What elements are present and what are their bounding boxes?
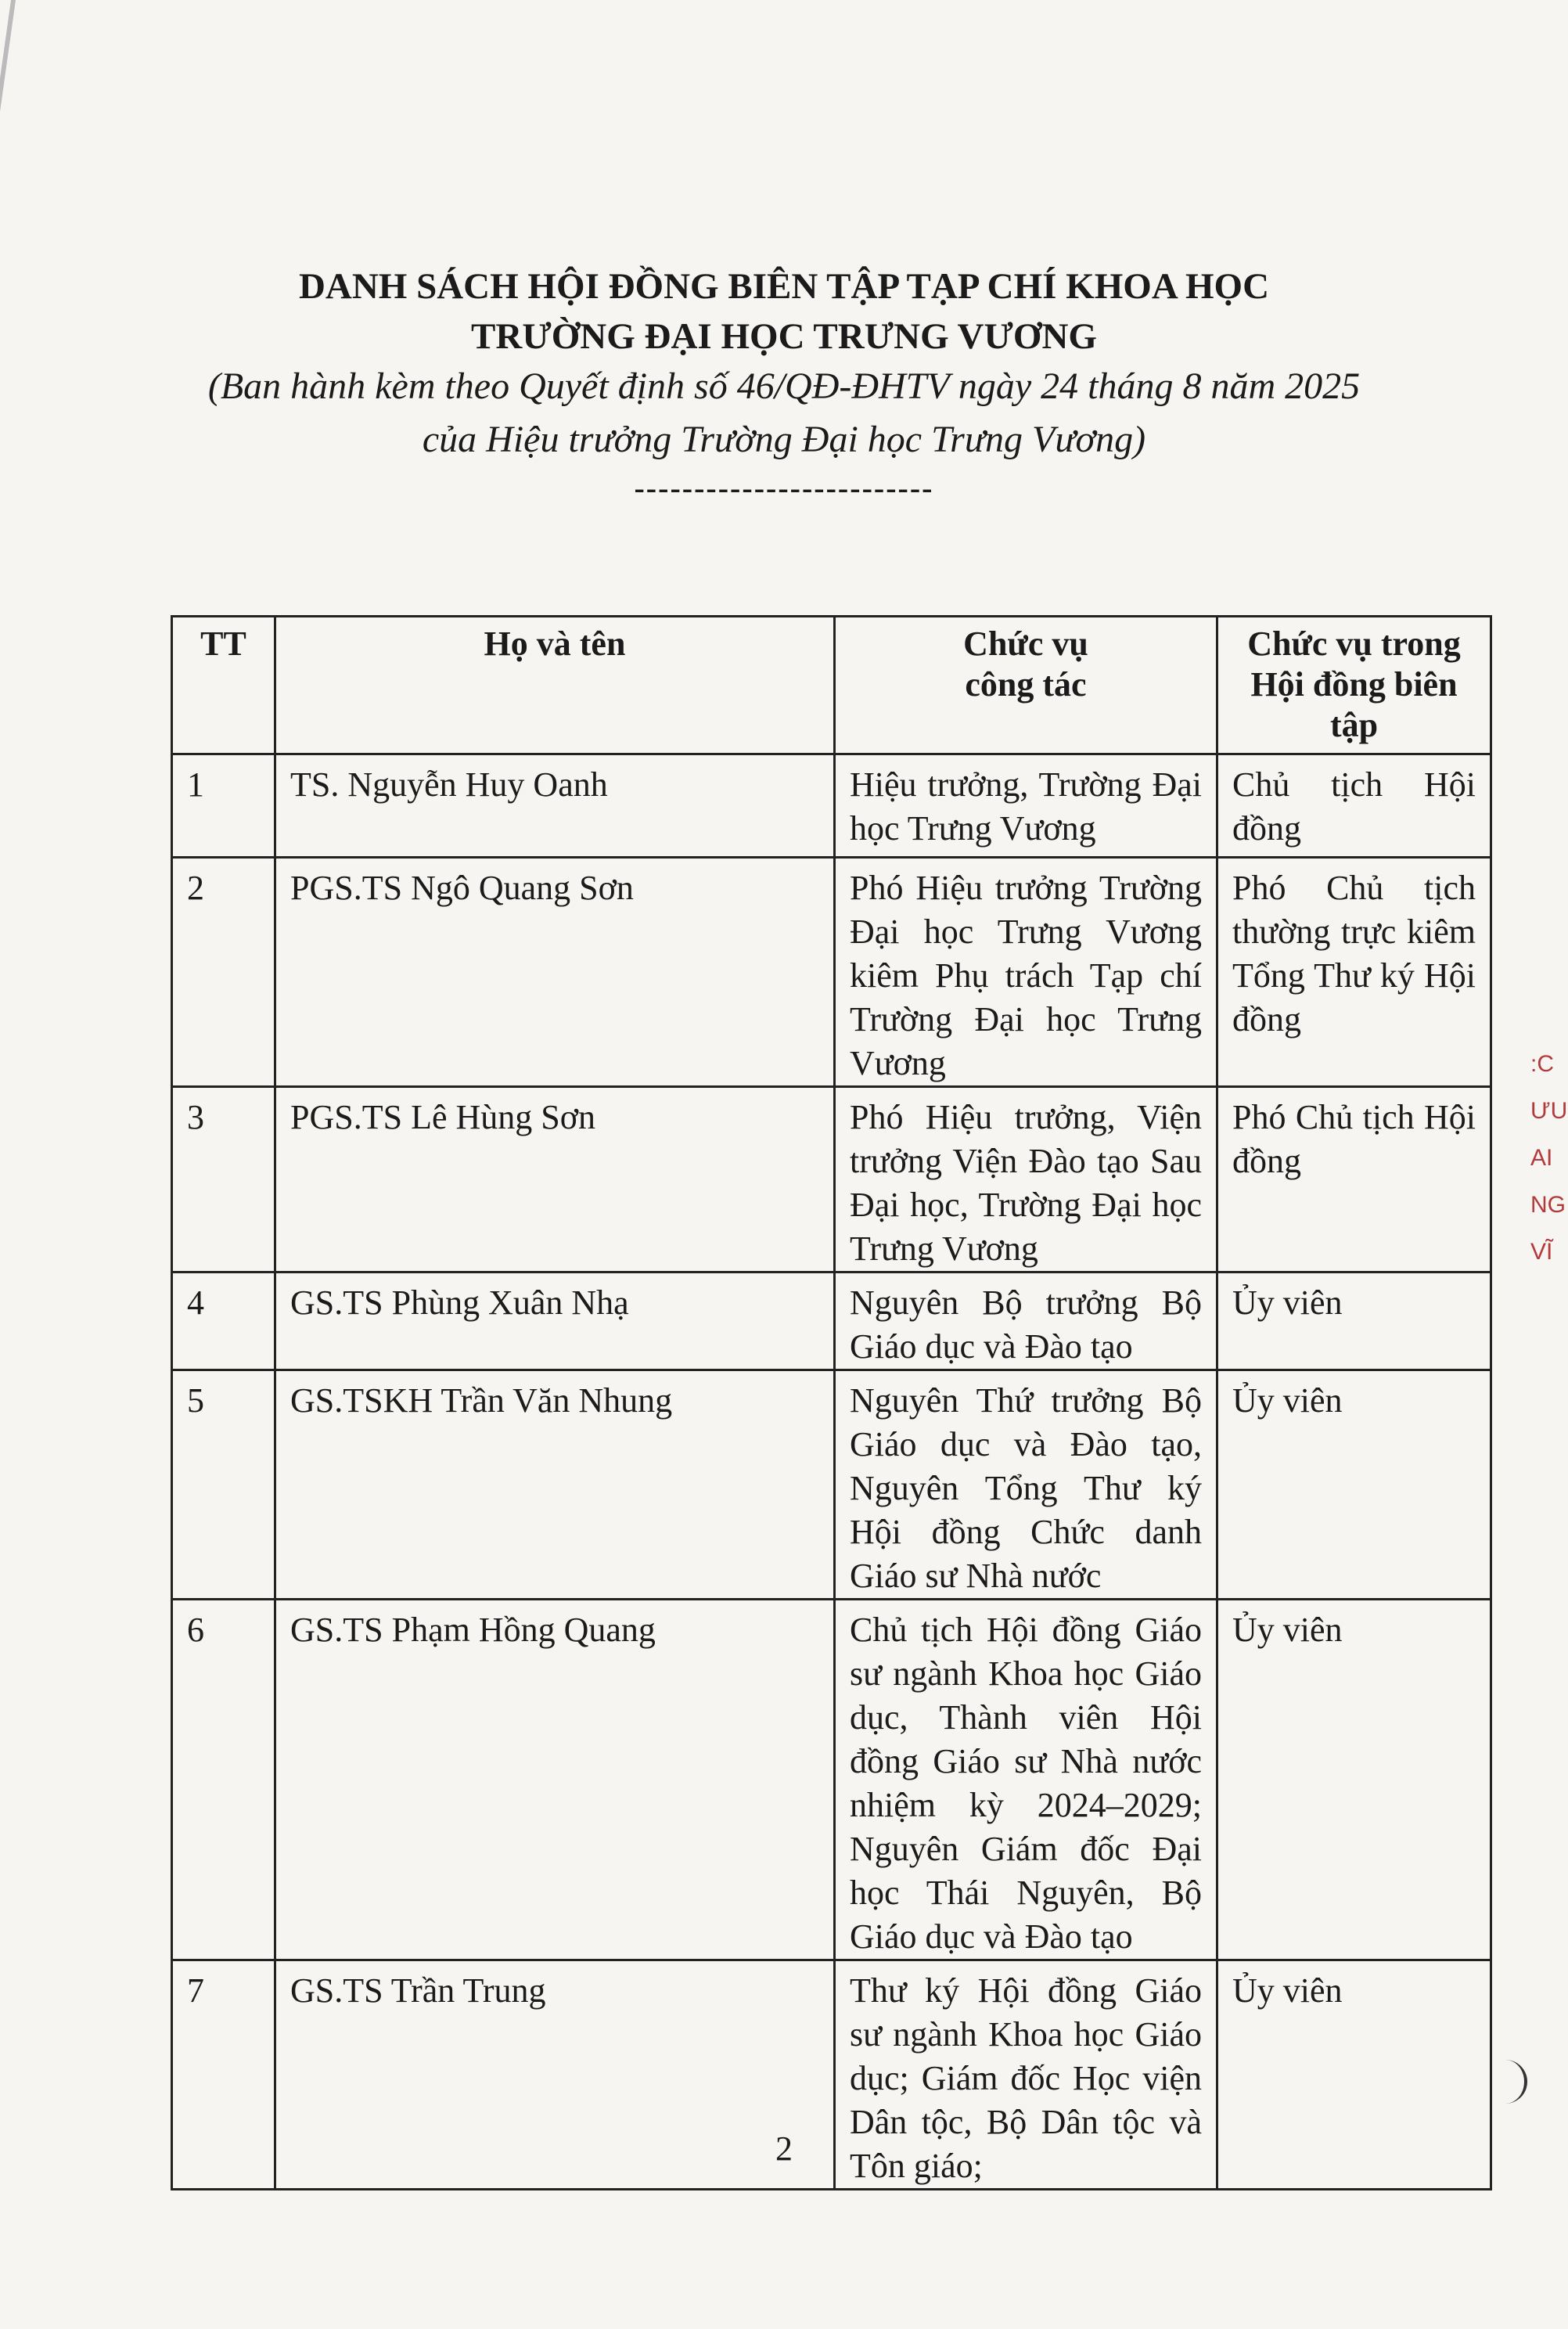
- document-title-line-1: DANH SÁCH HỘI ĐỒNG BIÊN TẬP TẠP CHÍ KHOA HỌC: [298, 266, 1270, 307]
- row-tt: 2: [172, 858, 275, 1087]
- row-role: Ủy viên: [1217, 1600, 1491, 1960]
- row-tt: 6: [172, 1600, 275, 1960]
- row-position: Hiệu trưởng, Trường Đại học Trưng Vương: [835, 754, 1217, 858]
- row-role: Ủy viên: [1217, 1370, 1491, 1600]
- row-role: Ủy viên: [1217, 1960, 1491, 2190]
- row-name: GS.TS Phạm Hồng Quang: [275, 1600, 835, 1960]
- row-position: Chủ tịch Hội đồng Giáo sư ngành Khoa học Giáo dục, Thành viên Hội đồng Giáo sư Nhà nước nhiệm kỳ 2024–2029; Nguyên Giám đốc Đại học Thái Nguyên, Bộ Giáo dục và Đào tạo: [835, 1600, 1217, 1960]
- table-header-row: [172, 617, 1491, 754]
- row-tt: 3: [172, 1087, 275, 1272]
- header-role-line: tập: [1329, 706, 1379, 744]
- row-position: Phó Hiệu trưởng Trường Đại học Trưng Vương kiêm Phụ trách Tạp chí Trường Đại học Trưng Vương: [835, 858, 1217, 1087]
- row-tt: 1: [172, 754, 275, 858]
- row-tt: 7: [172, 1960, 275, 2190]
- table-row: [172, 754, 1491, 858]
- table-row: [172, 1600, 1491, 1960]
- editorial-board-table: [171, 615, 1492, 2190]
- row-position: Thư ký Hội đồng Giáo sư ngành Khoa học Giáo dục; Giám đốc Học viện Dân tộc, Bộ Dân tộc và Tôn giáo;: [835, 1960, 1217, 2190]
- header-position-line: công tác: [965, 665, 1087, 704]
- row-name: GS.TS Trần Trung: [275, 1960, 835, 2190]
- row-position: Nguyên Thứ trưởng Bộ Giáo dục và Đào tạo, Nguyên Tổng Thư ký Hội đồng Chức danh Giáo sư Nhà nước: [835, 1370, 1217, 1600]
- row-name: GS.TS Phùng Xuân Nhạ: [275, 1272, 835, 1370]
- row-role: Phó Chủ tịch Hội đồng: [1217, 1087, 1491, 1272]
- row-role: Phó Chủ tịch thường trực kiêm Tổng Thư ký Hội đồng: [1217, 858, 1491, 1087]
- margin-mark: [1493, 2060, 1527, 2104]
- row-position: Nguyên Bộ trưởng Bộ Giáo dục và Đào tạo: [835, 1272, 1217, 1370]
- row-tt: 4: [172, 1272, 275, 1370]
- row-tt: 5: [172, 1370, 275, 1600]
- header-name: Họ và tên: [275, 617, 835, 754]
- title-separator: -------------------------: [634, 470, 934, 506]
- header-role-line: Hội đồng biên: [1250, 665, 1458, 704]
- document-title-line-2: TRƯỜNG ĐẠI HỌC TRƯNG VƯƠNG: [471, 316, 1097, 357]
- header-position-line: Chức vụ: [963, 625, 1088, 663]
- row-role: Ủy viên: [1217, 1272, 1491, 1370]
- row-name: PGS.TS Ngô Quang Sơn: [275, 858, 835, 1087]
- page-number: 2: [775, 2129, 793, 2168]
- header-tt: TT: [172, 617, 275, 754]
- table-row: [172, 1370, 1491, 1600]
- row-name: TS. Nguyễn Huy Oanh: [275, 754, 835, 858]
- table-row: [172, 858, 1491, 1087]
- table-row: [172, 1272, 1491, 1370]
- header-role: [1217, 617, 1491, 754]
- document-subtitle-line-1: (Ban hành kèm theo Quyết định số 46/QĐ-ĐHTV ngày 24 tháng 8 năm 2025: [207, 365, 1361, 407]
- document-subtitle-line-2: của Hiệu trưởng Trường Đại học Trưng Vương): [422, 419, 1146, 460]
- scan-edge-mark: [0, 0, 47, 157]
- row-position: Phó Hiệu trưởng, Viện trưởng Viện Đào tạo Sau Đại học, Trường Đại học Trưng Vương: [835, 1087, 1217, 1272]
- header-position: [835, 617, 1217, 754]
- row-name: PGS.TS Lê Hùng Sơn: [275, 1087, 835, 1272]
- row-name: GS.TSKH Trần Văn Nhung: [275, 1370, 835, 1600]
- header-role-line: Chức vụ trong: [1247, 625, 1461, 663]
- table-row: [172, 1087, 1491, 1272]
- red-stamp-fragment: :C ƯU AI NG VĨ: [1530, 1051, 1568, 1265]
- row-role: Chủ tịch Hội đồng: [1217, 754, 1491, 858]
